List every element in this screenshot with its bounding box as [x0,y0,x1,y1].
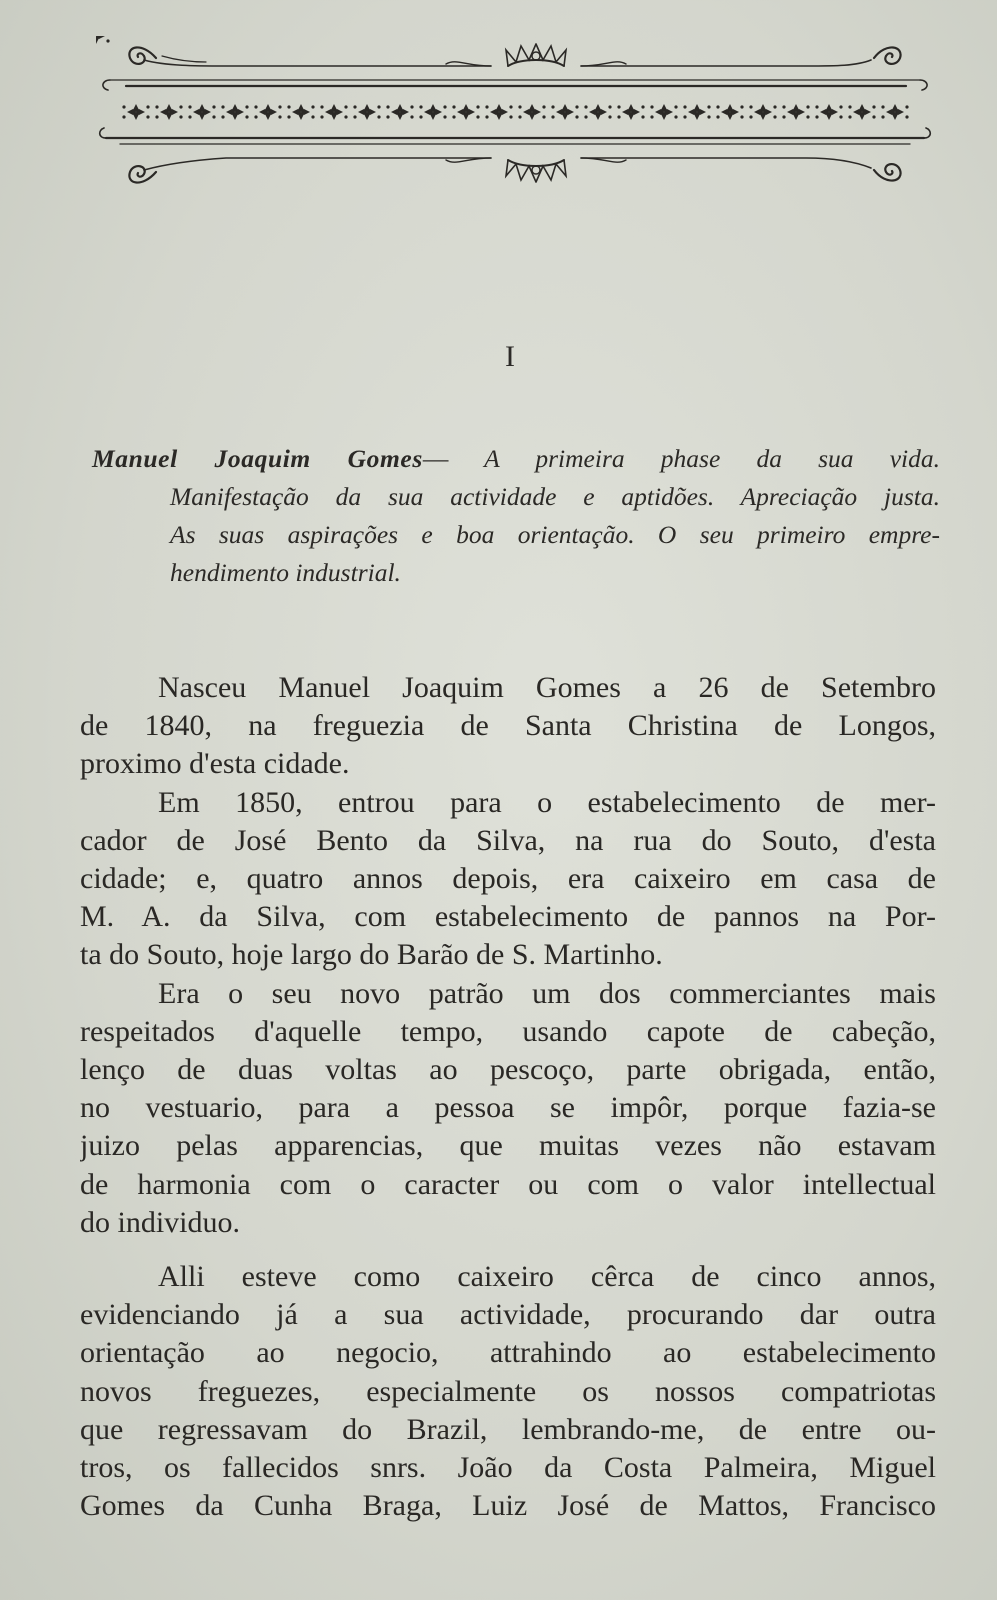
text-line: cidade; e, quatro annos depois, era caixeiro em casa de [80,862,936,896]
text-line: evidenciando já a sua actividade, procurando dar outra [80,1298,936,1332]
text-line: Era o seu novo patrão um dos commerciantes mais [158,976,936,1010]
text-line: proximo d'esta cidade. [80,747,350,781]
text-line: Alli esteve como caixeiro cêrca de cinco annos, [158,1260,936,1294]
text-line: juizo pelas apparencias, que muitas vezes não estavam [80,1129,936,1163]
summary-lead: Manuel Joaquim Gomes [92,444,423,473]
text-line: que regressavam do Brazil, lembrando-me, de entre ou- [80,1412,936,1446]
text-line: do individuo. [80,1205,241,1239]
summary-line: Manifestação da sua actividade e aptidões. Apreciação justa. [170,482,940,511]
chapter-body [80,669,936,1525]
chapter-numeral: I [505,340,515,373]
ornamental-headpiece-icon [96,36,934,198]
text-line: novos freguezes, especialmente os nossos compatriotas [80,1374,936,1408]
text-line: cador de José Bento da Silva, na rua do Souto, d'esta [80,823,936,857]
summary-line: hendimento industrial. [170,558,401,587]
text-line: orientação ao negocio, attrahindo ao estabelecimento [80,1336,936,1370]
text-line: ta do Souto, hoje largo do Barão de S. Martinho. [80,938,663,972]
text-line: Em 1850, entrou para o estabelecimento de mer- [158,785,936,819]
text-line: de 1840, na freguezia de Santa Christina de Longos, [80,709,936,743]
paragraph [80,669,936,784]
text-line: Nasceu Manuel Joaquim Gomes a 26 de Setembro [158,671,936,704]
paragraph [80,1258,936,1525]
paragraph [80,975,936,1242]
summary-dash: — [422,444,449,473]
text-line: M. A. da Silva, com estabelecimento de pannos na Por- [80,900,936,934]
text-line: Gomes da Cunha Braga, Luiz José de Mattos, Francisco [80,1489,936,1523]
text-line: de harmonia com o caracter ou com o valor intellectual [80,1167,936,1201]
text-line: respeitados d'aquelle tempo, usando capote de cabeção, [80,1014,936,1048]
text-line: lenço de duas voltas ao pescoço, parte obrigada, então, [80,1053,936,1087]
text-line: no vestuario, para a pessoa se impôr, porque fazia-se [80,1091,936,1125]
text-line: tros, os fallecidos snrs. João da Costa Palmeira, Miguel [80,1451,936,1485]
summary-line: As suas aspirações e boa orientação. O seu primeiro empre- [170,520,940,549]
summary-text: A primeira phase da sua vida. [484,444,940,473]
paragraph [80,784,936,975]
chapter-summary [92,440,940,592]
summary-line [92,440,940,478]
